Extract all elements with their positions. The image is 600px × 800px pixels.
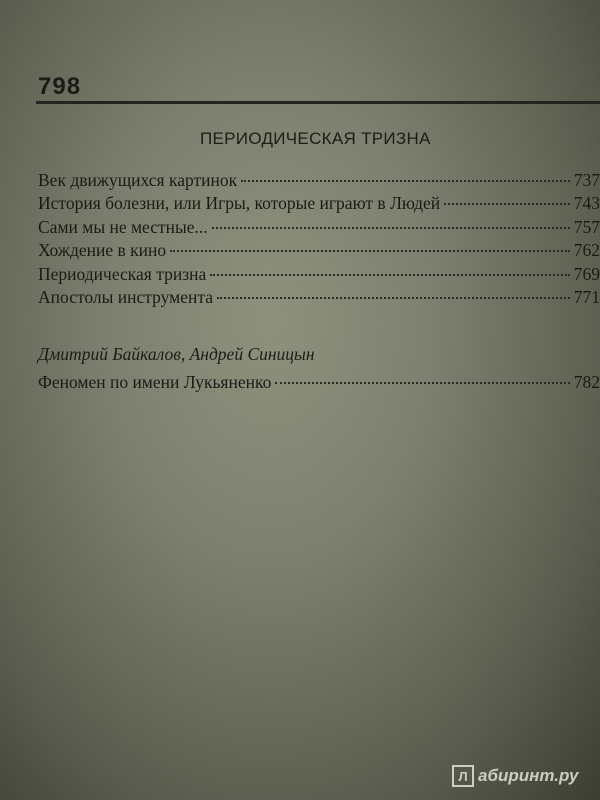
toc-entry-page: 757 [573,216,600,237]
table-of-contents-authors-section [38,372,600,395]
toc-entry [38,217,600,240]
section-title: ПЕРИОДИЧЕСКАЯ ТРИЗНА [200,129,431,148]
toc-entry-page: 762 [573,240,600,261]
watermark-text: абиринт.ру [478,766,579,785]
toc-entry-page: 769 [573,263,600,284]
watermark [452,765,578,787]
dot-leader [217,297,570,299]
toc-entry [38,193,600,216]
toc-entry-title: История болезни, или Игры, которые играют в Людей [38,193,441,214]
toc-entry [38,264,600,287]
toc-entry-title: Сами мы не местные... [38,216,208,237]
dot-leader [444,203,570,205]
dot-leader [275,382,569,384]
author-names: Дмитрий Байкалов, Андрей Синицын [38,344,315,364]
toc-entry-page: 771 [573,286,600,307]
toc-entry [38,240,600,263]
toc-entry-page: 782 [573,372,600,392]
dot-leader [212,227,570,229]
toc-entry-page: 743 [573,193,600,214]
toc-entry-title: Хождение в кино [38,240,167,261]
toc-entry-title: Век движущихся картинок [38,170,238,190]
header-rule [36,101,600,104]
toc-entry-title: Апостолы инструмента [38,286,213,307]
toc-entry [38,372,600,395]
dot-leader [170,250,570,252]
page-number: 798 [38,73,82,100]
dot-leader [241,180,570,182]
table-of-contents [38,170,600,310]
toc-entry [38,170,600,193]
labirint-logo-icon: Л [452,765,474,787]
toc-entry-title: Периодическая тризна [38,263,207,284]
toc-entry-title: Феномен по имени Лукьяненко [38,372,272,392]
toc-entry [38,287,600,310]
toc-entry-page: 737 [573,170,600,190]
dot-leader [210,274,569,276]
